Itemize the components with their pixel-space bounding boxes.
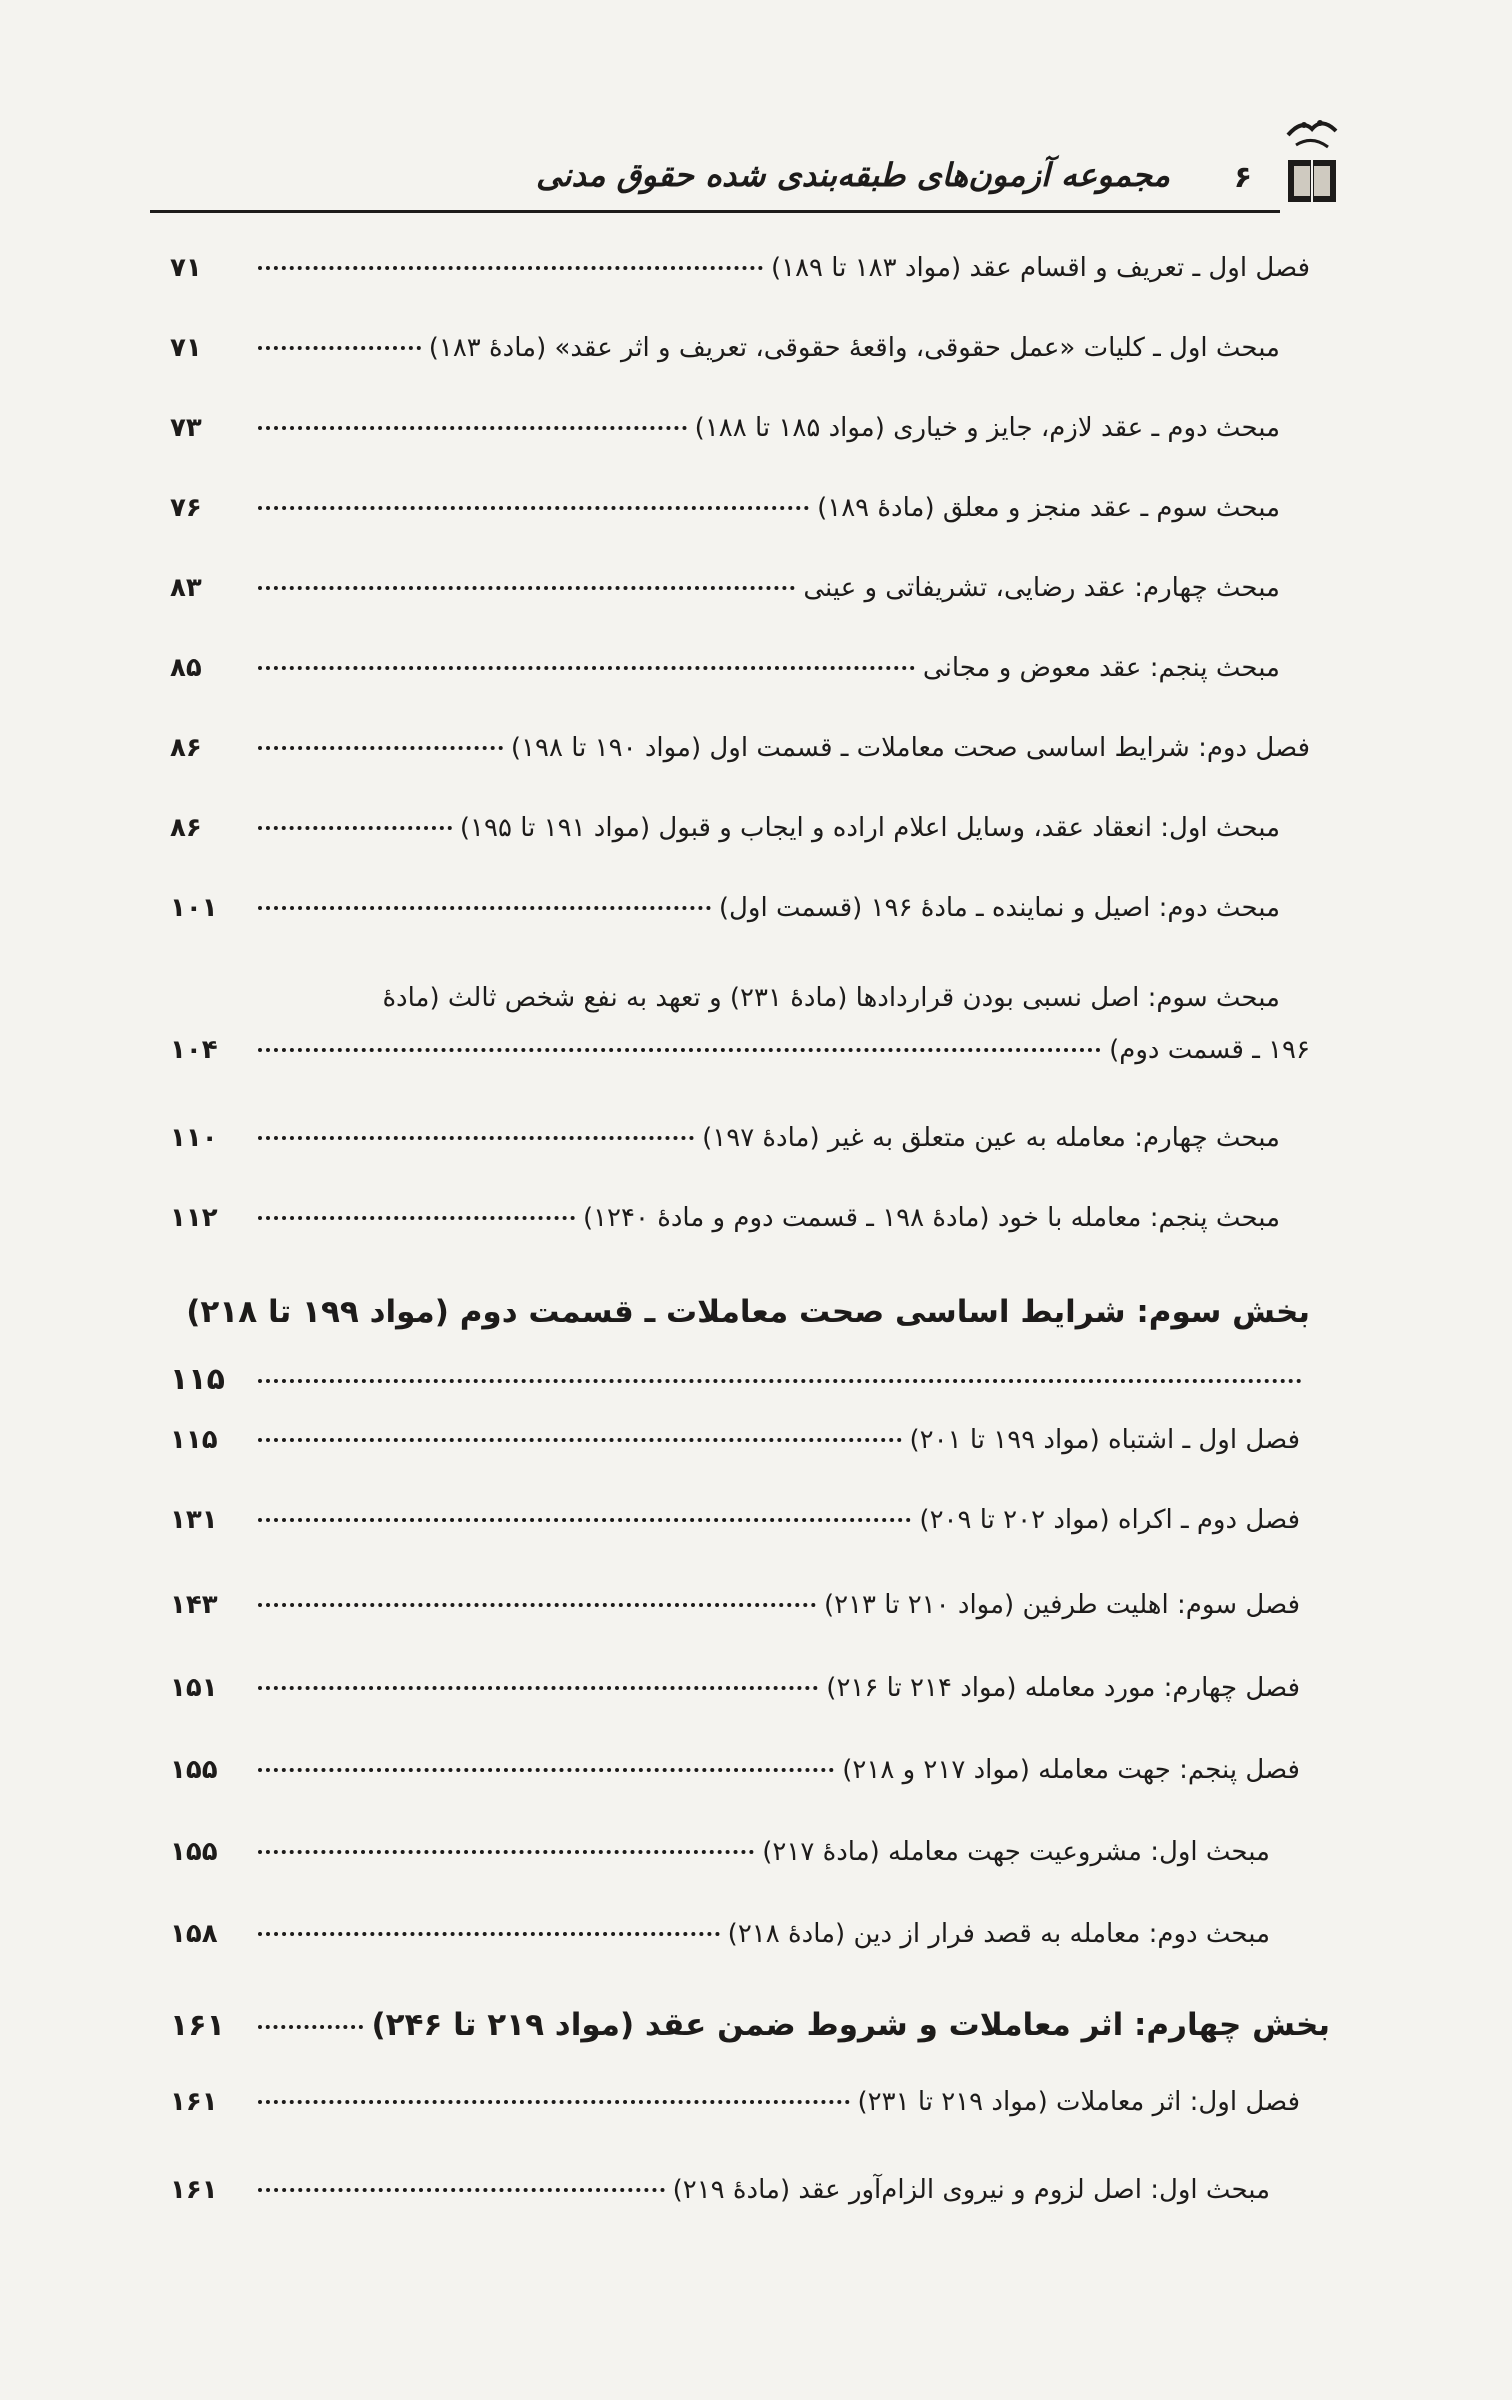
toc-title: مبحث اول: اصل لزوم و نیروی الزام‌آور عقد (مادهٔ ۲۱۹): [672, 2175, 1270, 2205]
dot-leader: [258, 586, 795, 590]
toc-page: ۱۵۵: [170, 1837, 218, 1867]
dot-leader: [258, 1768, 834, 1772]
toc-entry: [170, 1360, 1310, 1400]
toc-entry: [170, 1030, 1310, 1070]
toc-entry: [170, 328, 1280, 368]
toc-page: ۱۱۵: [170, 1362, 225, 1397]
toc-title: مبحث چهارم: معامله به عین متعلق به غیر (مادهٔ ۱۹۷): [702, 1123, 1280, 1153]
toc-page: ۱۵۸: [170, 1919, 218, 1949]
toc-page: ۱۶۱: [170, 2087, 218, 2117]
toc-title: بخش چهارم: اثر معاملات و شروط ضمن عقد (مواد ۲۱۹ تا ۲۴۶): [371, 2007, 1330, 2043]
toc-page: ۱۱۲: [170, 1203, 218, 1233]
table-of-contents: [150, 0, 1330, 2400]
toc-entry: [170, 1750, 1300, 1790]
part-heading: بخش سوم: شرایط اساسی صحت معاملات ـ قسمت دوم (مواد ۱۹۹ تا ۲۱۸): [186, 1294, 1310, 1330]
dot-leader: [258, 2188, 665, 2192]
toc-entry: [170, 2170, 1270, 2210]
toc-page: ۷۱: [170, 253, 202, 283]
toc-entry: [170, 1198, 1280, 1238]
toc-page: ۸۳: [170, 573, 202, 603]
toc-title: مبحث اول: انعقاد عقد، وسایل اعلام اراده و ایجاب و قبول (مواد ۱۹۱ تا ۱۹۵): [459, 813, 1280, 843]
toc-entry: [170, 1832, 1270, 1872]
toc-entry: [170, 648, 1280, 688]
toc-title: فصل دوم ـ اکراه (مواد ۲۰۲ تا ۲۰۹): [919, 1505, 1300, 1535]
toc-title: مبحث دوم: اصیل و نماینده ـ مادهٔ ۱۹۶ (قسمت اول): [718, 893, 1280, 923]
toc-title: ۱۹۶ ـ قسمت دوم): [1109, 1035, 1310, 1065]
dot-leader: [258, 1932, 720, 1936]
toc-title: فصل اول ـ تعریف و اقسام عقد (مواد ۱۸۳ تا ۱۸۹): [770, 253, 1310, 283]
toc-title: فصل پنجم: جهت معامله (مواد ۲۱۷ و ۲۱۸): [842, 1755, 1300, 1785]
toc-entry: [170, 488, 1280, 528]
toc-title: مبحث دوم: معامله به قصد فرار از دین (مادهٔ ۲۱۸): [727, 1919, 1270, 1949]
toc-entry: [170, 248, 1310, 288]
toc-page: ۸۶: [170, 813, 202, 843]
dot-leader: [258, 506, 809, 510]
toc-title: فصل سوم: اهلیت طرفین (مواد ۲۱۰ تا ۲۱۳): [823, 1590, 1300, 1620]
toc-title: مبحث چهارم: عقد رضایی، تشریفاتی و عینی: [803, 573, 1280, 603]
toc-entry: [170, 408, 1280, 448]
toc-page: ۱۰۴: [170, 1035, 218, 1065]
toc-entry: [170, 2082, 1300, 2122]
toc-page: ۱۵۱: [170, 1673, 218, 1703]
toc-entry: [170, 568, 1280, 608]
toc-page: ۷۳: [170, 413, 202, 443]
dot-leader: [258, 266, 763, 270]
toc-page: ۱۱۰: [170, 1123, 218, 1153]
dot-leader: [258, 1438, 902, 1442]
toc-page: ۸۵: [170, 653, 202, 683]
dot-leader: [258, 2025, 363, 2029]
dot-leader: [258, 826, 452, 830]
dot-leader: [258, 1136, 694, 1140]
toc-title: فصل چهارم: مورد معامله (مواد ۲۱۴ تا ۲۱۶): [826, 1673, 1300, 1703]
dot-leader: [258, 1216, 575, 1220]
dot-leader: [258, 1850, 754, 1854]
dot-leader: [258, 426, 687, 430]
toc-page: ۱۴۳: [170, 1590, 218, 1620]
toc-page: ۱۱۵: [170, 1425, 218, 1455]
toc-entry: [170, 888, 1280, 928]
toc-title: مبحث اول ـ کلیات «عمل حقوقی، واقعهٔ حقوقی، تعریف و اثر عقد» (مادهٔ ۱۸۳): [428, 333, 1280, 363]
toc-page: ۱۵۵: [170, 1755, 218, 1785]
dot-leader: [258, 2100, 850, 2104]
toc-title: مبحث اول: مشروعیت جهت معامله (مادهٔ ۲۱۷): [762, 1837, 1270, 1867]
dot-leader: [258, 1518, 911, 1522]
dot-leader: [258, 1379, 1302, 1383]
toc-entry: [170, 1420, 1300, 1460]
page-number: ۶: [1233, 160, 1252, 195]
dot-leader: [258, 906, 711, 910]
dot-leader: [258, 746, 503, 750]
toc-page: ۱۶۱: [170, 2008, 225, 2043]
toc-entry: [170, 1500, 1300, 1540]
dot-leader: [258, 1048, 1101, 1052]
toc-title: مبحث سوم ـ عقد منجز و معلق (مادهٔ ۱۸۹): [817, 493, 1280, 523]
dot-leader: [258, 346, 421, 350]
toc-entry: [170, 728, 1310, 768]
toc-page: ۷۶: [170, 493, 202, 523]
toc-page: ۷۱: [170, 333, 202, 363]
toc-title: فصل اول: اثر معاملات (مواد ۲۱۹ تا ۲۳۱): [857, 2087, 1300, 2117]
dot-leader: [258, 1686, 818, 1690]
toc-title: مبحث پنجم: عقد معوض و مجانی: [922, 653, 1280, 683]
toc-title: فصل اول ـ اشتباه (مواد ۱۹۹ تا ۲۰۱): [909, 1425, 1300, 1455]
toc-page: ۸۶: [170, 733, 202, 763]
toc-entry: [170, 1668, 1300, 1708]
running-title: مجموعه آزمون‌های طبقه‌بندی شده حقوق مدنی: [535, 156, 1170, 194]
toc-entry: [170, 2005, 1330, 2046]
toc-title: فصل دوم: شرایط اساسی صحت معاملات ـ قسمت اول (مواد ۱۹۰ تا ۱۹۸): [510, 733, 1310, 763]
toc-page: ۱۳۱: [170, 1505, 218, 1535]
toc-page: ۱۶۱: [170, 2175, 218, 2205]
toc-page: ۱۰۱: [170, 893, 218, 923]
toc-title: مبحث پنجم: معامله با خود (مادهٔ ۱۹۸ ـ قسمت دوم و مادهٔ ۱۲۴۰): [582, 1203, 1280, 1233]
dot-leader: [258, 666, 915, 670]
toc-title-line: مبحث سوم: اصل نسبی بودن قراردادها (مادهٔ ۲۳۱) و تعهد به نفع شخص ثالث (مادهٔ: [382, 983, 1280, 1013]
toc-title: مبحث دوم ـ عقد لازم، جایز و خیاری (مواد ۱۸۵ تا ۱۸۸): [694, 413, 1280, 443]
toc-entry: [170, 808, 1280, 848]
dot-leader: [258, 1603, 816, 1607]
toc-entry: [170, 1118, 1280, 1158]
toc-entry: [170, 1585, 1300, 1625]
toc-entry: [170, 1914, 1270, 1954]
